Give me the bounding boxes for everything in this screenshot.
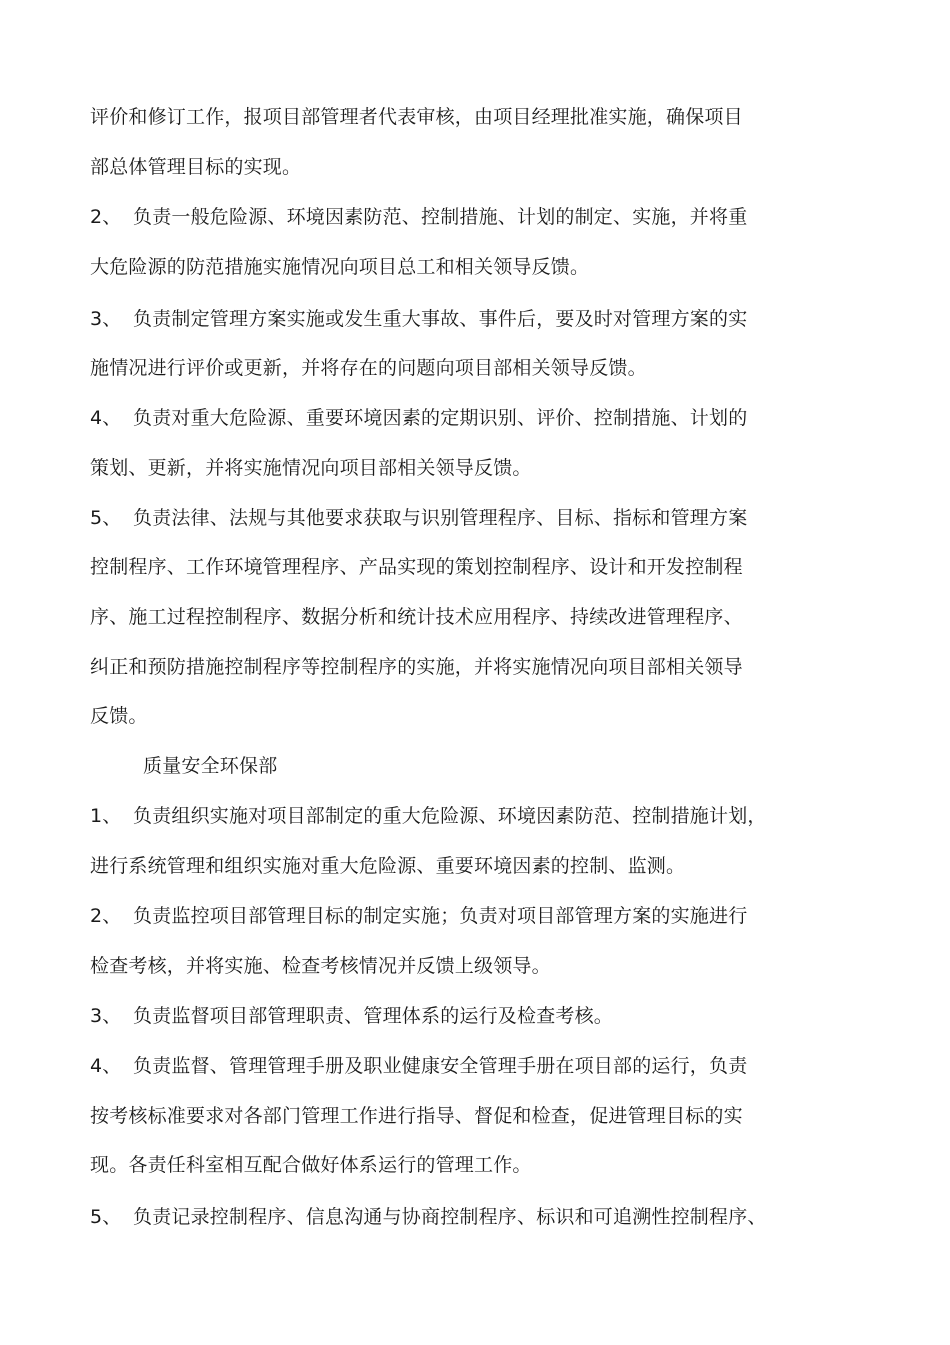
list-item-number: 2、 xyxy=(90,206,122,228)
list-item-number: 2、 xyxy=(90,905,122,927)
paragraph-line: 反馈。 xyxy=(90,705,148,727)
list-item-number: 5、 xyxy=(90,507,122,529)
list-item-number: 4、 xyxy=(90,407,122,429)
list-item-text: 负责组织实施对项目部制定的重大危险源、环境因素防范、控制措施计划， xyxy=(133,805,767,827)
paragraph-line: 纠正和预防措施控制程序等控制程序的实施，并将实施情况向项目部相关领导 xyxy=(90,656,743,678)
list-item xyxy=(90,204,747,230)
list-item xyxy=(90,405,747,431)
paragraph-line: 部总体管理目标的实现。 xyxy=(90,156,302,178)
section-heading: 质量安全环保部 xyxy=(143,755,278,777)
paragraph-line: 施情况进行评价或更新，并将存在的问题向项目部相关领导反馈。 xyxy=(90,357,647,379)
list-item-text: 负责监控项目部管理目标的制定实施；负责对项目部管理方案的实施进行 xyxy=(133,905,748,927)
paragraph-line: 大危险源的防范措施实施情况向项目总工和相关领导反馈。 xyxy=(90,256,590,278)
list-item-number: 5、 xyxy=(90,1206,122,1228)
list-item-number: 3、 xyxy=(90,308,122,330)
paragraph-line: 进行系统管理和组织实施对重大危险源、重要环境因素的控制、监测。 xyxy=(90,855,686,877)
list-item-text: 负责法律、法规与其他要求获取与识别管理程序、目标、指标和管理方案 xyxy=(133,507,748,529)
list-item xyxy=(90,1003,613,1029)
paragraph-line: 检查考核，并将实施、检查考核情况并反馈上级领导。 xyxy=(90,955,551,977)
list-item-number: 1、 xyxy=(90,805,122,827)
list-item xyxy=(90,803,767,829)
paragraph-line: 按考核标准要求对各部门管理工作进行指导、督促和检查，促进管理目标的实 xyxy=(90,1105,743,1127)
list-item-text: 负责监督项目部管理职责、管理体系的运行及检查考核。 xyxy=(133,1005,614,1027)
paragraph-line: 评价和修订工作，报项目部管理者代表审核，由项目经理批准实施，确保项目 xyxy=(90,106,743,128)
list-item-text: 负责记录控制程序、信息沟通与协商控制程序、标识和可追溯性控制程序、 xyxy=(133,1206,767,1228)
list-item xyxy=(90,903,747,929)
list-item-text: 负责一般危险源、环境因素防范、控制措施、计划的制定、实施，并将重 xyxy=(133,206,748,228)
paragraph-line: 策划、更新，并将实施情况向项目部相关领导反馈。 xyxy=(90,457,532,479)
list-item xyxy=(90,505,747,531)
list-item-number: 4、 xyxy=(90,1055,122,1077)
paragraph-line: 序、施工过程控制程序、数据分析和统计技术应用程序、持续改进管理程序、 xyxy=(90,606,743,628)
list-item-text: 负责制定管理方案实施或发生重大事故、事件后，要及时对管理方案的实 xyxy=(133,308,748,330)
list-item-text: 负责对重大危险源、重要环境因素的定期识别、评价、控制措施、计划的 xyxy=(133,407,748,429)
paragraph-line: 控制程序、工作环境管理程序、产品实现的策划控制程序、设计和开发控制程 xyxy=(90,556,743,578)
list-item xyxy=(90,1204,767,1230)
list-item xyxy=(90,1053,747,1079)
list-item xyxy=(90,306,747,332)
list-item-text: 负责监督、管理管理手册及职业健康安全管理手册在项目部的运行，负责 xyxy=(133,1055,748,1077)
paragraph-line: 现。各责任科室相互配合做好体系运行的管理工作。 xyxy=(90,1154,532,1176)
list-item-number: 3、 xyxy=(90,1005,122,1027)
